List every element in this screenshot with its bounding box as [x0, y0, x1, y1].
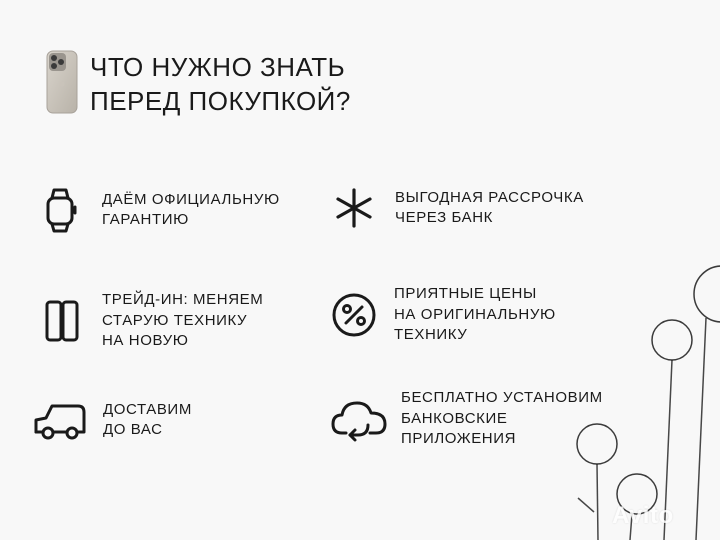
feature-prices [330, 284, 556, 346]
feature-delivery-text: ДОСТАВИМ ДО ВАС [103, 400, 192, 438]
feature-trade-in-text: ТРЕЙД-ИН: МЕНЯЕМ СТАРУЮ ТЕХНИКУ НА НОВУЮ [102, 291, 264, 349]
title-line-2: ПЕРЕД ПОКУПКОЙ? [90, 86, 351, 116]
feature-delivery [32, 396, 192, 444]
feature-bank-apps-text: БЕСПЛАТНО УСТАНОВИМ БАНКОВСКИЕ ПРИЛОЖЕНИЯ [401, 389, 603, 447]
feature-installment [330, 184, 584, 232]
feature-trade-in [38, 290, 263, 352]
avito-watermark: Avito [612, 502, 674, 529]
smartwatch-icon [38, 186, 86, 234]
feature-warranty-text: ДАЁМ ОФИЦИАЛЬНУЮ ГАРАНТИЮ [102, 190, 280, 228]
title-line-1: ЧТО НУЖНО ЗНАТЬ [90, 52, 346, 82]
delivery-van-icon [32, 396, 88, 444]
trade-in-phones-icon [38, 297, 86, 345]
feature-warranty [38, 186, 280, 234]
page-title [90, 50, 351, 118]
feature-installment-text: ВЫГОДНАЯ РАССРОЧКА ЧЕРЕЗ БАНК [395, 188, 584, 226]
decorative-circles [560, 260, 720, 540]
iphone-image-icon [46, 50, 78, 114]
percent-badge-icon [330, 291, 378, 339]
asterisk-icon [330, 184, 378, 232]
cloud-sync-icon [330, 395, 388, 443]
feature-prices-text: ПРИЯТНЫЕ ЦЕНЫ НА ОРИГИНАЛЬНУЮ ТЕХНИКУ [394, 285, 556, 343]
